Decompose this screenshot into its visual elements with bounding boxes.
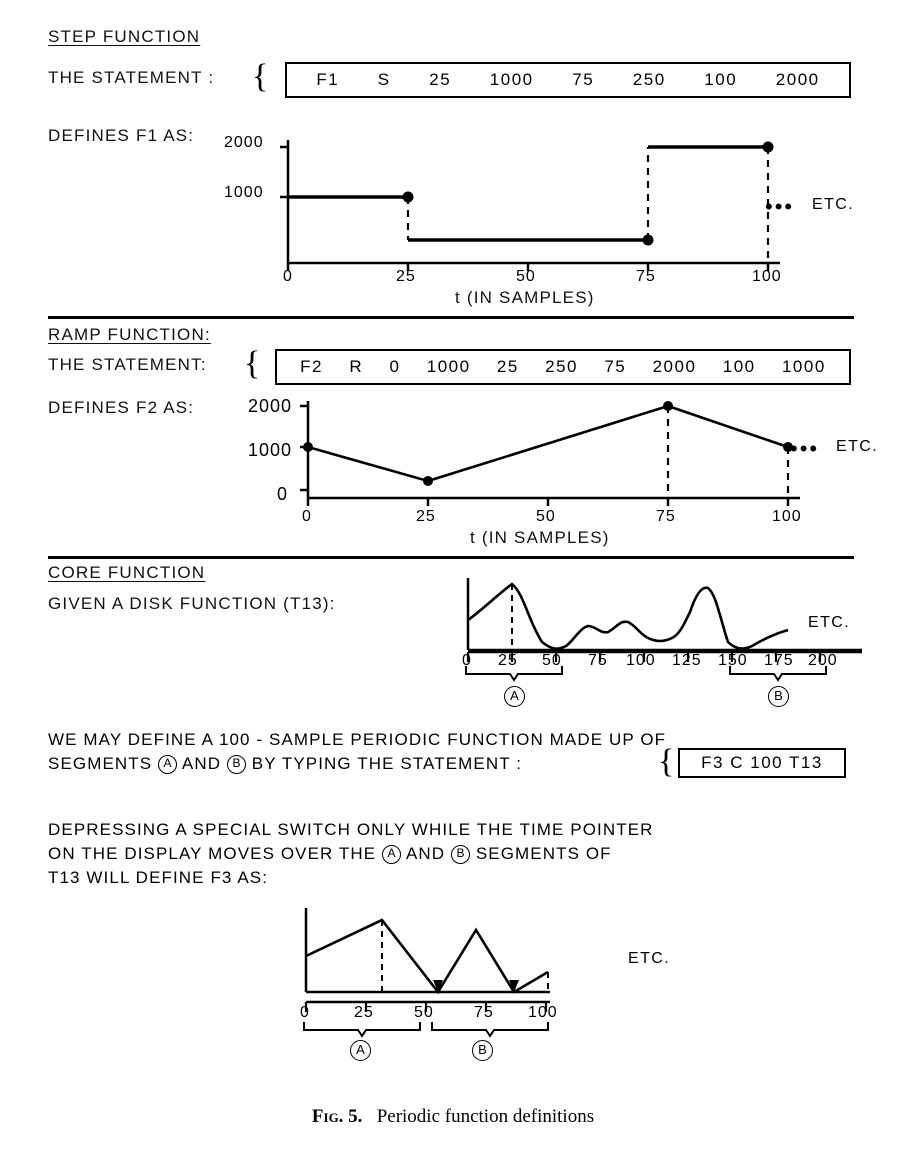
step-function-heading: STEP FUNCTION [48, 27, 201, 46]
disk-xtick-150: 150 [718, 652, 748, 669]
ramp-function-plot [300, 398, 860, 518]
step-token-3: 1000 [489, 70, 534, 89]
core-paragraph1-line1: WE MAY DEFINE A 100 - SAMPLE PERIODIC FUNCTION MADE UP OF [48, 730, 667, 749]
ramp-statement-box [275, 349, 851, 385]
step-token-0: F1 [316, 70, 340, 89]
ramp-xtick-75: 75 [656, 508, 676, 525]
ramp-ytick-2000: 2000 [248, 396, 293, 416]
ramp-token-5: 250 [545, 357, 579, 376]
f3-xtick-50: 50 [414, 1004, 434, 1021]
core-given-label: GIVEN A DISK FUNCTION (T13): [48, 594, 336, 613]
step-etc-dots: ••• [765, 194, 795, 219]
f3-xtick-100: 100 [528, 1004, 558, 1021]
ramp-token-1: R [349, 357, 364, 376]
core-paragraph2-line3: T13 WILL DEFINE F3 AS: [48, 868, 269, 887]
ramp-token-4: 25 [496, 357, 519, 376]
step-xaxis-label: t (IN SAMPLES) [455, 288, 595, 307]
step-ytick-2000: 2000 [224, 134, 264, 151]
ramp-etc-label: ETC. [836, 438, 879, 455]
f3-segment-a-marker: A [350, 1040, 371, 1061]
ramp-token-6: 75 [604, 357, 627, 376]
ramp-ytick-1000: 1000 [248, 440, 293, 460]
ramp-token-3: 1000 [426, 357, 471, 376]
step-token-4: 75 [572, 70, 595, 89]
ramp-token-8: 100 [722, 357, 756, 376]
para1-segment-b: B [227, 755, 246, 774]
step-brace: { [252, 58, 269, 95]
disk-xtick-50: 50 [542, 652, 562, 669]
f3-xtick-75: 75 [474, 1004, 494, 1021]
step-token-6: 100 [704, 70, 738, 89]
disk-segment-a-marker: A [504, 686, 525, 707]
disk-xtick-25: 25 [498, 652, 518, 669]
step-ytick-1000: 1000 [224, 184, 264, 201]
f3-segment-b-marker: B [472, 1040, 493, 1061]
disk-xtick-175: 175 [764, 652, 794, 669]
para1-mid: AND [181, 754, 222, 773]
step-token-5: 250 [632, 70, 666, 89]
disk-xtick-75: 75 [588, 652, 608, 669]
ramp-function-heading: RAMP FUNCTION: [48, 325, 211, 344]
core-brace: { [658, 743, 675, 780]
step-xtick-50: 50 [516, 268, 536, 285]
ramp-brace: { [244, 345, 261, 382]
step-xtick-25: 25 [396, 268, 416, 285]
ramp-xtick-0: 0 [302, 508, 312, 525]
ramp-token-9: 1000 [781, 357, 826, 376]
step-token-7: 2000 [775, 70, 820, 89]
disk-segment-b-marker: B [768, 686, 789, 707]
core-paragraph2-line1: DEPRESSING A SPECIAL SWITCH ONLY WHILE THE TIME POINTER [48, 820, 654, 839]
ramp-xtick-25: 25 [416, 508, 436, 525]
f3-etc-label: ETC. [628, 950, 671, 967]
f3-xtick-0: 0 [300, 1004, 310, 1021]
f3-xtick-25: 25 [354, 1004, 374, 1021]
disk-xtick-125: 125 [672, 652, 702, 669]
figure-caption-text: Periodic function definitions [376, 1106, 595, 1127]
para2-segment-b: B [451, 845, 470, 864]
step-defines-label: DEFINES F1 AS: [48, 126, 195, 145]
ramp-token-2: 0 [389, 357, 401, 376]
para1-pre: SEGMENTS [48, 754, 153, 773]
step-etc-label: ETC. [812, 196, 855, 213]
para2-segment-a: A [382, 845, 401, 864]
step-token-2: 25 [429, 70, 452, 89]
step-xtick-75: 75 [636, 268, 656, 285]
para1-post: BY TYPING THE STATEMENT : [251, 754, 523, 773]
disk-xtick-0: 0 [462, 652, 472, 669]
step-function-plot [280, 135, 840, 285]
ramp-ytick-0: 0 [277, 484, 289, 504]
divider-2 [48, 556, 854, 559]
step-statement-label: THE STATEMENT : [48, 68, 215, 87]
step-statement-box [285, 62, 851, 98]
core-statement-text: F3 C 100 T13 [701, 753, 823, 772]
ramp-xtick-50: 50 [536, 508, 556, 525]
para2-mid: AND [405, 844, 446, 863]
divider-1 [48, 316, 854, 319]
core-paragraph2-line2 [48, 842, 612, 865]
core-statement-box [678, 748, 846, 778]
para1-segment-a: A [158, 755, 177, 774]
ramp-defines-label: DEFINES F2 AS: [48, 398, 195, 417]
disk-xtick-200: 200 [808, 652, 838, 669]
ramp-token-0: F2 [300, 357, 323, 376]
disk-xtick-100: 100 [626, 652, 656, 669]
step-token-1: S [377, 70, 391, 89]
ramp-etc-dots: ••• [790, 436, 820, 461]
step-xtick-0: 0 [283, 268, 293, 285]
core-paragraph1-line2 [48, 752, 522, 775]
ramp-token-7: 2000 [652, 357, 697, 376]
core-function-heading: CORE FUNCTION [48, 563, 206, 582]
core-etc-label: ETC. [808, 614, 851, 631]
figure-caption [0, 1106, 906, 1128]
step-xtick-100: 100 [752, 268, 782, 285]
figure-number: Fig. 5. [311, 1106, 363, 1127]
ramp-xaxis-label: t (IN SAMPLES) [470, 528, 610, 547]
ramp-xtick-100: 100 [772, 508, 802, 525]
para2-post: SEGMENTS OF [475, 844, 612, 863]
ramp-statement-label: THE STATEMENT: [48, 355, 207, 374]
f3-function-plot [300, 906, 600, 1006]
para2-pre: ON THE DISPLAY MOVES OVER THE [48, 844, 377, 863]
